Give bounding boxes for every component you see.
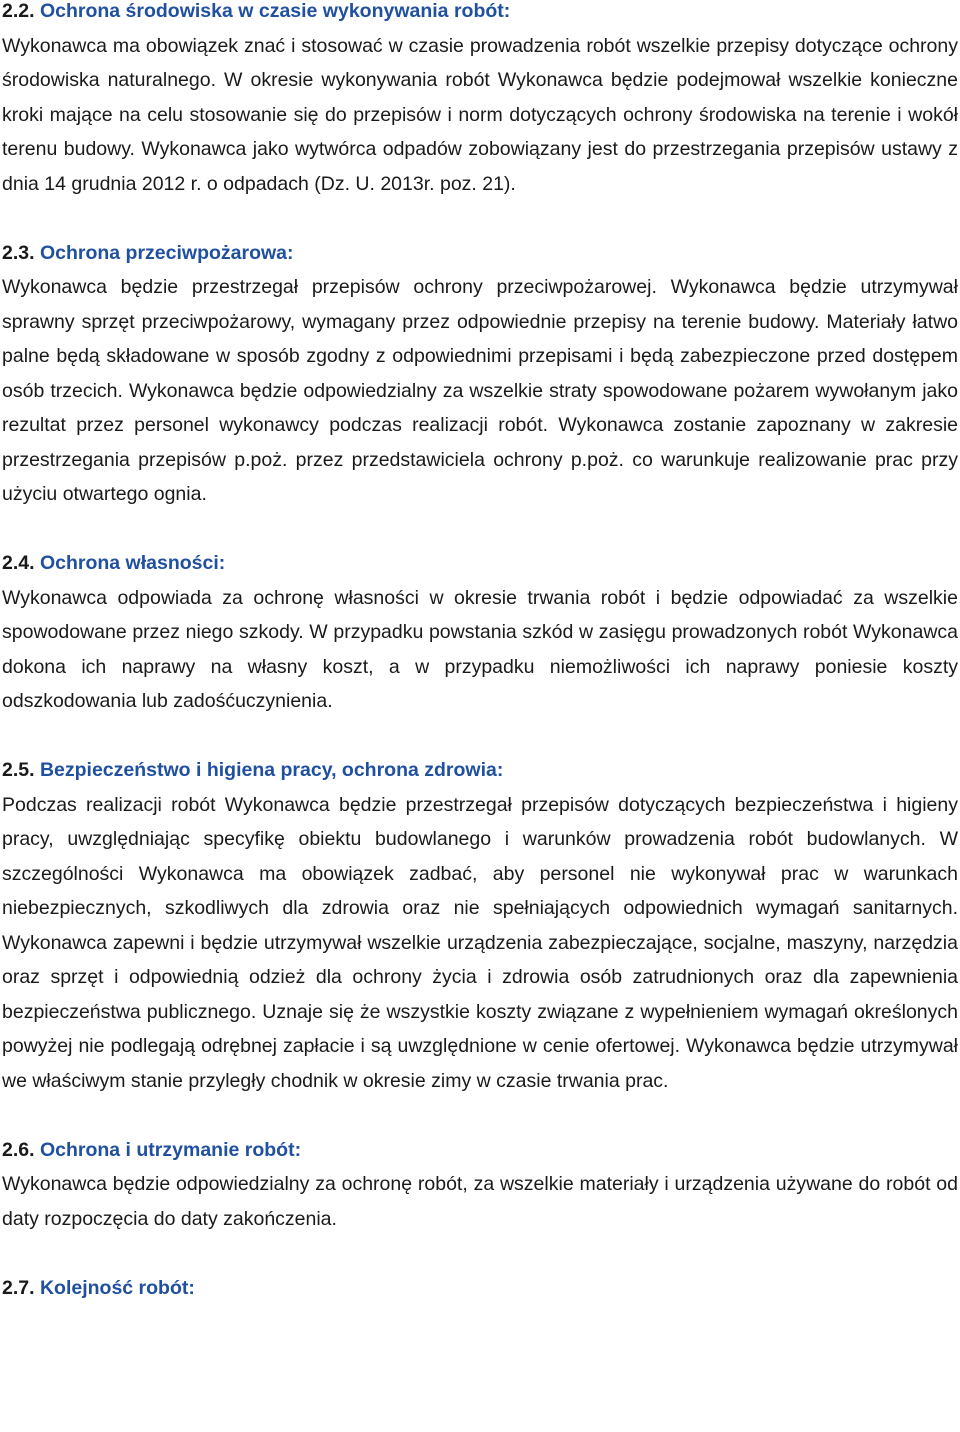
section-body: Wykonawca będzie odpowiedzialny za ochronę robót, za wszelkie materiały i urządzenia używane do robót od daty rozpoczęcia do daty zakończenia. <box>2 1173 958 1230</box>
section-title: Kolejność robót: <box>39 1276 195 1299</box>
section-spacer <box>2 719 958 754</box>
section-title: Ochrona własności: <box>39 552 226 574</box>
section-number: 2.3. <box>2 241 35 264</box>
section-spacer <box>2 201 958 236</box>
section-title: Ochrona środowiska w czasie wykonywania robót: <box>39 0 511 22</box>
section-2-7 <box>2 1271 958 1306</box>
section-heading <box>2 0 958 29</box>
section-heading <box>2 753 958 788</box>
section-number: 2.4. <box>2 552 35 574</box>
section-spacer <box>2 512 958 547</box>
section-number: 2.2. <box>2 0 35 22</box>
section-heading <box>2 546 958 581</box>
section-number: 2.5. <box>2 759 35 781</box>
section-2-3 <box>2 236 958 512</box>
section-spacer <box>2 1236 958 1271</box>
section-title: Ochrona przeciwpożarowa: <box>39 241 294 264</box>
section-body: Wykonawca odpowiada za ochronę własności w okresie trwania robót i będzie odpowiadać za wszelkie spowodowane przez niego szkody. W przypadku powstania szkód w zasięgu prowadzonych robót Wykonawca dokona ich naprawy na własny koszt, a w przypadku niemożliwości ich naprawy poniesie koszty odszkodowania lub zadośćuczynienia. <box>2 586 958 712</box>
section-2-4 <box>2 546 958 719</box>
section-number: 2.7. <box>2 1276 35 1299</box>
section-heading <box>2 1271 958 1306</box>
section-spacer <box>2 1098 958 1133</box>
section-heading <box>2 236 958 271</box>
section-body: Podczas realizacji robót Wykonawca będzie przestrzegał przepisów dotyczących bezpieczeństwa i higieny pracy, uwzględniając specyfikę obiektu budowlanego i warunków prowadzenia robót budowlanych. W szczególności Wykonawca ma obowiązek zadbać, aby personel nie wykonywał prac w warunkach niebezpiecznych, szkodliwych dla zdrowia oraz nie spełniających odpowiednich wymagań sanitarnych. Wykonawca zapewni i będzie utrzymywał wszelkie urządzenia zabezpieczające, socjalne, maszyny, narzędzia oraz sprzęt i odpowiednią odzież dla ochrony życia i zdrowia osób zatrudnionych oraz dla zapewnienia bezpieczeństwa publicznego. Uznaje się że wszystkie koszty związane z wypełnieniem wymagań określonych powyżej nie podlegają odrębnej zapłacie i są uwzględnione w cenie ofertowej. Wykonawca będzie utrzymywał we właściwym stanie przyległy chodnik w okresie zimy w czasie trwania prac. <box>2 793 958 1092</box>
section-body: Wykonawca będzie przestrzegał przepisów ochrony przeciwpożarowej. Wykonawca będzie utrzymywał sprawny sprzęt przeciwpożarowy, wymagany przez odpowiednie przepisy na terenie budowy. Materiały łatwo palne będą składowane w sposób zgodny z odpowiednimi przepisami i będą zabezpieczone przed dostępem osób trzecich. Wykonawca będzie odpowiedzialny za wszelkie straty spowodowane pożarem wywołanym jako rezultat przez personel wykonawcy podczas realizacji robót. Wykonawca zostanie zapoznany w zakresie przestrzegania przepisów p.poż. przez przedstawiciela ochrony p.poż. co warunkuje realizowanie prac przy użyciu otwartego ognia. <box>2 276 958 505</box>
section-body: Wykonawca ma obowiązek znać i stosować w czasie prowadzenia robót wszelkie przepisy dotyczące ochrony środowiska naturalnego. W okresie wykonywania robót Wykonawca będzie podejmował wszelkie konieczne kroki mające na celu stosowanie się do przepisów i norm dotyczących ochrony środowiska na terenie i wokół terenu budowy. Wykonawca jako wytwórca odpadów zobowiązany jest do przestrzegania przepisów ustawy z dnia 14 grudnia 2012 r. o odpadach (Dz. U. 2013r. poz. 21). <box>2 34 958 195</box>
section-number: 2.6. <box>2 1138 35 1161</box>
section-2-6 <box>2 1133 958 1237</box>
section-title: Bezpieczeństwo i higiena pracy, ochrona zdrowia: <box>39 759 504 781</box>
section-title: Ochrona i utrzymanie robót: <box>39 1138 302 1161</box>
section-2-5 <box>2 753 958 1098</box>
section-heading <box>2 1133 958 1168</box>
section-2-2 <box>2 0 958 201</box>
